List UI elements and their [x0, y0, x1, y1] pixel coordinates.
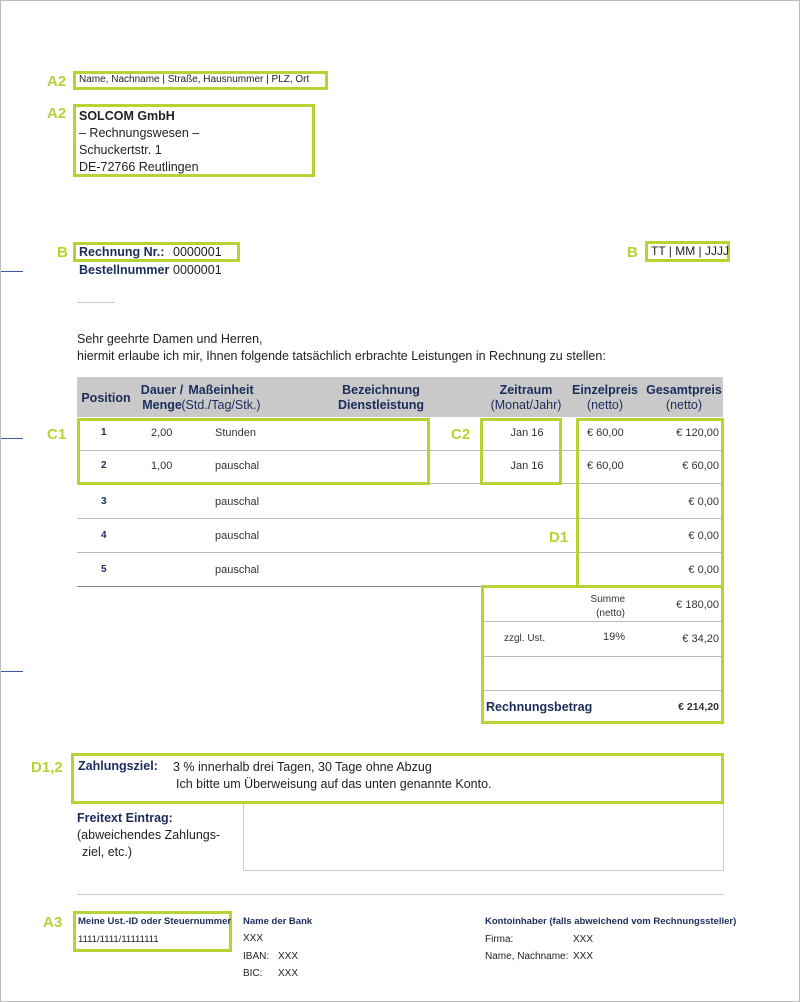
cell-einheit: pauschal: [215, 495, 260, 508]
payment-label: Zahlungsziel:: [78, 759, 158, 773]
marker-label: A3: [43, 914, 63, 931]
recipient-city: DE-72766 Reutlingen: [79, 160, 199, 174]
cell-gesamt: € 0,00: [688, 495, 719, 508]
iban: XXX: [278, 951, 299, 962]
marker-label: B: [57, 244, 68, 261]
cell-einheit: pauschal: [215, 459, 260, 472]
total-label: Rechnungsbetrag: [486, 700, 593, 714]
payment-terms: 3 % innerhalb drei Tagen, 30 Tage ohne Abzug Ich bitte um Überweisung auf das unten genannte Konto.: [173, 760, 492, 791]
cell-menge: 1,00: [151, 459, 173, 472]
ust-rate: 19%: [602, 631, 625, 643]
cell-einheit: pauschal: [215, 530, 260, 542]
cell-gesamt: € 0,00: [688, 564, 719, 576]
price-box: [576, 418, 724, 588]
firma: XXX: [573, 934, 594, 945]
recipient-address: [79, 108, 199, 176]
firma-label: Firma:: [485, 934, 514, 945]
salutation: Sehr geehrte Damen und Herren,: [77, 332, 263, 346]
header-zeitraum-sub: (Monat/Jahr): [490, 398, 562, 412]
header-position: Position: [81, 391, 131, 405]
header-masseinheit: Maßeinheit: [188, 383, 254, 397]
recipient-dept: – Rechnungswesen –: [79, 126, 200, 140]
recipient-street: Schuckertstr. 1: [79, 143, 162, 157]
ust-label: zzgl. Ust.: [504, 633, 546, 644]
cell-einheit: Stunden: [215, 426, 256, 439]
cell-pos: 2: [101, 459, 107, 471]
header-zeitraum: Zeitraum: [499, 383, 553, 397]
marker-label: C2: [451, 426, 471, 443]
marker-label: D1,2: [31, 759, 63, 776]
cell-pos: 3: [101, 495, 107, 507]
bic-label: BIC:: [243, 968, 263, 979]
total-value: € 214,20: [678, 701, 719, 713]
cell-menge: 2,00: [151, 426, 173, 439]
header-einzelpreis: Einzelpreis: [572, 383, 638, 397]
iban-label: IBAN:: [243, 951, 270, 962]
recipient-company: SOLCOM GmbH: [79, 109, 175, 123]
invoice-date: TT | MM | JJJJ: [651, 244, 730, 258]
tax-id-label: Meine Ust.-ID oder Steuernummer: [78, 916, 232, 927]
marker-label: B: [627, 244, 638, 261]
cell-pos: 4: [101, 530, 107, 541]
header-masseinheit-sub: (Std./Tag/Stk.): [181, 398, 261, 412]
cell-einzel: € 60,00: [587, 426, 624, 439]
holder-label: Kontoinhaber (falls abweichend vom Rechnungssteller): [485, 916, 737, 927]
cell-einheit: pauschal: [215, 564, 260, 576]
header-gesamtpreis: Gesamtpreis: [646, 383, 722, 397]
marker-label: C1: [47, 426, 67, 443]
invoice-number: 0000001: [173, 245, 222, 259]
summe-value: € 180,00: [676, 599, 719, 611]
freitext-input[interactable]: [243, 804, 724, 871]
header-gesamtpreis-sub: (netto): [665, 398, 703, 412]
cell-pos: 5: [101, 564, 107, 575]
service-box: [77, 418, 430, 485]
bic: XXX: [278, 968, 299, 979]
divider: [77, 302, 115, 303]
order-number: 0000001: [173, 263, 222, 277]
tax-id: 1111/1111/11111111: [78, 934, 159, 945]
freitext-label: Freitext Eintrag:: [77, 811, 173, 825]
cell-pos: 1: [101, 426, 107, 438]
divider: [77, 894, 724, 895]
marker-label: A2: [47, 105, 67, 122]
cell-gesamt: € 0,00: [688, 530, 719, 542]
intro-text: [77, 331, 606, 365]
marker-label: D1: [549, 529, 569, 546]
header-bezeichnung: Bezeichnung: [342, 383, 420, 397]
bank-label: Name der Bank: [243, 916, 313, 927]
sender-line: Name, Nachname | Straße, Hausnummer | PLZ, Ort: [79, 74, 310, 85]
holder-name: XXX: [573, 951, 594, 962]
bank-name: XXX: [243, 933, 264, 944]
summe-label: Summe (netto): [590, 594, 625, 619]
intro-line: hiermit erlaube ich mir, Ihnen folgende tatsächlich erbrachte Leistungen in Rechnung zu stellen:: [77, 349, 606, 363]
cell-zeitraum: Jan 16: [510, 426, 544, 439]
invoice-number-label: Rechnung Nr.:: [79, 245, 165, 259]
freitext-label-block: Freitext Eintrag: (abweichendes Zahlungs- ziel, etc.): [77, 811, 221, 859]
header-einzelpreis-sub: (netto): [586, 398, 624, 412]
name-label: Name, Nachname:: [485, 951, 569, 962]
period-box: [480, 418, 562, 485]
fold-mark: [1, 671, 23, 672]
cell-gesamt: € 120,00: [676, 426, 719, 439]
marker-label: A2: [47, 73, 67, 90]
cell-einzel: € 60,00: [587, 459, 624, 472]
header-dienstleistung: Dienstleistung: [337, 398, 425, 412]
cell-zeitraum: Jan 16: [510, 459, 544, 472]
fold-mark: [1, 438, 23, 439]
order-number-label: Bestellnummer: [79, 263, 170, 277]
ust-value: € 34,20: [682, 633, 719, 645]
header-dauer: Dauer /: [140, 383, 184, 397]
cell-gesamt: € 60,00: [682, 459, 719, 472]
fold-mark: [1, 271, 23, 272]
header-menge: Menge: [142, 398, 182, 412]
